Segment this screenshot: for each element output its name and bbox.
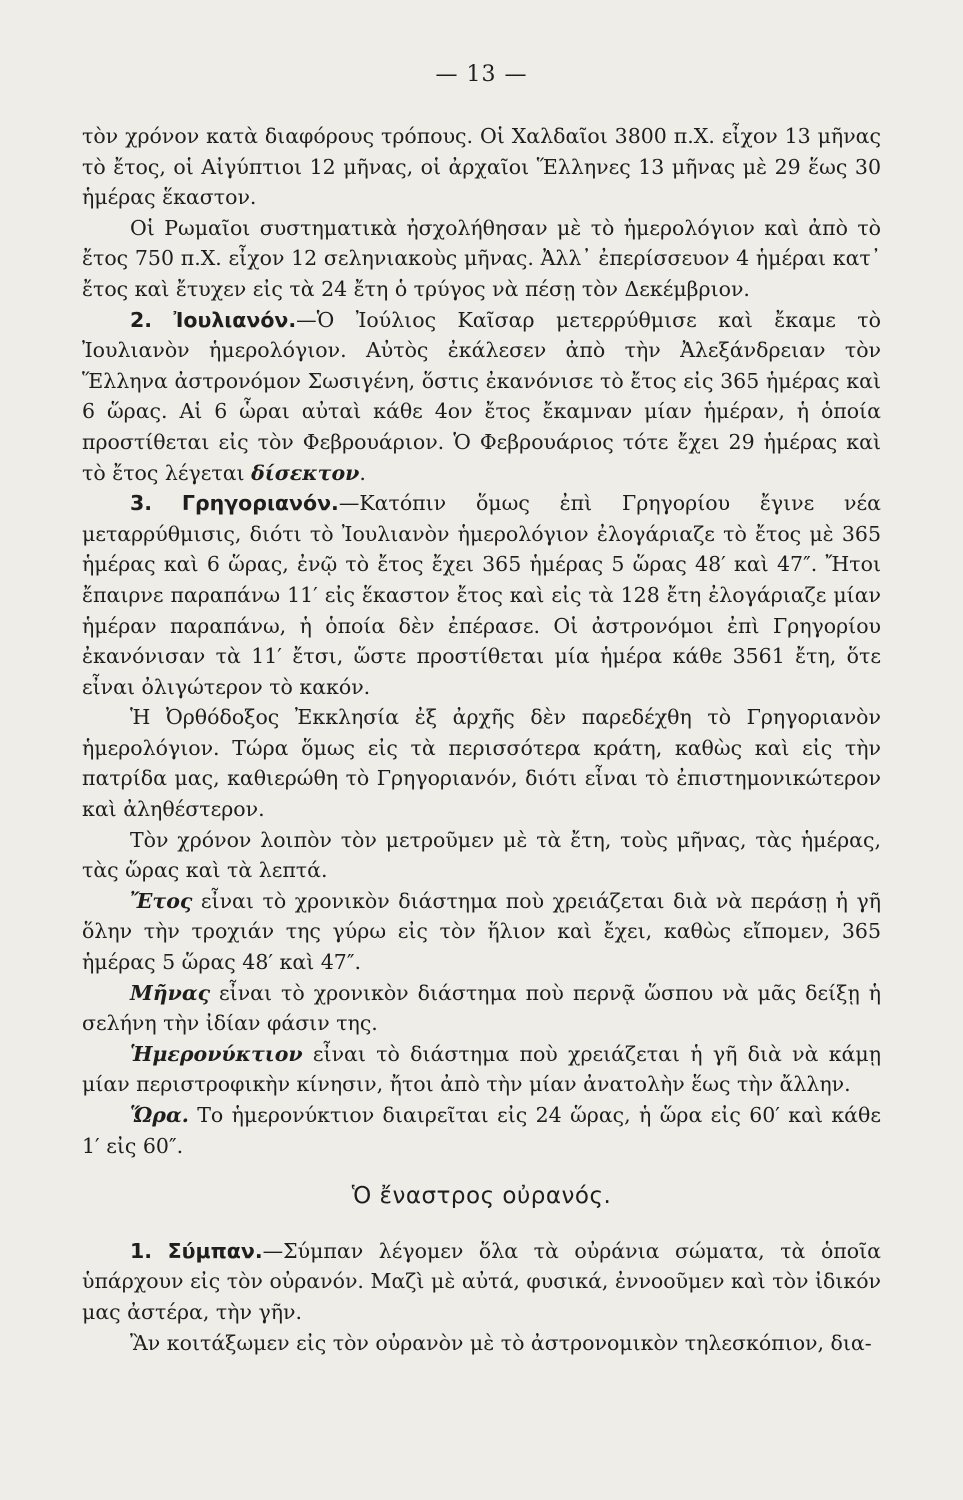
- gregorian-text: —Κατόπιν ὅμως ἐπὶ Γρηγορίου ἔγινε νέα μεταρρύθμισις, διότι τὸ Ἰουλιανὸν ἡμερολόγιον ἐλογάριαζε τὸ ἔτος μὲ 365 ἡμέρας καὶ 6 ὥρας, ἐνῷ τὸ ἔτος ἔχει 365 ἡμέρας 5 ὥρας 48′ καὶ 47″. Ἤτοι ἔπαιρνε παραπάνω 11′ εἰς ἕκαστον ἔτος καὶ εἰς τὰ 128 ἔτη ἐλογάριαζε μίαν ἡμέραν παραπάνω, ἡ ὁποία δὲν ἐπέρασε. Οἱ ἀστρονόμοι ἐπὶ Γρηγορίου ἐκανόνισαν τὰ 11′ ἔτσι, ὥστε προστίθεται μία ἡμέρα κάθε 3561 ἔτη, ὅτε εἶναι ὀλιγώτερον τὸ κακόν.: [82, 491, 881, 699]
- hour-text: Το ἡμερονύκτιον διαιρεῖται εἰς 24 ὥρας, ἡ ὥρα εἰς 60′ καὶ κάθε 1′ εἰς 60″.: [82, 1103, 881, 1158]
- paragraph-time-units: Τὸν χρόνον λοιπὸν τὸν μετροῦμεν μὲ τὰ ἔτη, τοὺς μῆνας, τὰς ἡμέρας, τὰς ὥρας καὶ τὰ λεπτά.: [82, 827, 881, 883]
- section-number: 3.: [130, 491, 153, 516]
- section-title-gregorian: Γρηγοριανόν.: [181, 491, 339, 516]
- paragraph-telescope: Ἂν κοιτάξωμεν εἰς τὸν οὐρανὸν μὲ τὸ ἀστρονομικὸν τηλεσκόπιον, δια-: [130, 1330, 872, 1355]
- paragraph-hour: [82, 1100, 881, 1161]
- julian-text: —Ὁ Ἰούλιος Καῖσαρ μετερρύθμισε καὶ ἔκαμε τὸ Ἰουλιανὸν ἡμερολόγιον. Αὐτὸς ἐκάλεσεν ἀπὸ τὴν Ἀλεξάνδρειαν τὸν Ἕλληνα ἀστρονόμον Σωσιγένη, ὅστις ἐκανόνισε τὸ ἔτος εἰς 365 ἡμέρας καὶ 6 ὥρας. Αἱ 6 ὧραι αὐταὶ κάθε 4ον ἔτος ἔκαμναν μίαν ἡμέραν, ἡ ὁποία προστίθεται εἰς τὸν Φεβρουάριον. Ὁ Φεβρουάριος τότε ἔχει 29 ἡμέρας καὶ τὸ ἔτος λέγεται: [82, 307, 881, 485]
- month-text: εἶναι τὸ χρονικὸν διάστημα ποὺ περνᾷ ὥσπου νὰ μᾶς δείξῃ ἡ σελήνη τὴν ἰδίαν φάσιν της.: [82, 980, 881, 1036]
- paragraph-gregorian: [82, 488, 881, 702]
- paragraph-chronology: τὸν χρόνον κατὰ διαφόρους τρόπους. Οἱ Χαλδαῖοι 3800 π.Χ. εἶχον 13 μῆνας τὸ ἔτος, οἱ Αἰγύπτιοι 12 μῆνας, οἱ ἀρχαῖοι Ἕλληνες 13 μῆνας μὲ 29 ἕως 30 ἡμέρας ἕκαστον.: [82, 124, 881, 210]
- paragraph-orthodox: Ἡ Ὀρθόδοξος Ἐκκλησία ἐξ ἀρχῆς δὲν παρεδέχθη τὸ Γρηγοριανὸν ἡμερολόγιον. Τώρα ὅμως εἰς τὰ περισσότερα κράτη, καθὼς καὶ εἰς τὴν πατρίδα μας, καθιερώθη τὸ Γρηγοριανόν, διότι εἶναι τὸ ἐπιστημονικώτερον καὶ ἀληθέστερον.: [82, 705, 881, 822]
- paragraph-day: [82, 1039, 881, 1100]
- paragraph-month: [82, 978, 881, 1039]
- paragraph-year: [82, 886, 881, 978]
- section-title-julian: Ἰουλιανόν.: [173, 307, 297, 332]
- term-month: Μῆνας: [130, 980, 211, 1005]
- paragraph-julian: [82, 305, 881, 489]
- section-number: 1.: [130, 1238, 153, 1263]
- term-disekton: δίσεκτον: [251, 460, 360, 485]
- term-hour: Ὥρα.: [130, 1103, 189, 1127]
- julian-end: .: [359, 460, 366, 485]
- body-text: [82, 121, 881, 1358]
- paragraph-romans: Οἱ Ρωμαῖοι συστηματικὰ ἠσχολήθησαν μὲ τὸ ἡμερολόγιον καὶ ἀπὸ τὸ ἔτος 750 π.Χ. εἶχον 12 σεληνιακοὺς μῆνας. Ἀλλ᾽ ἐπερίσσευον 4 ἡμέραι κατ᾽ ἔτος καὶ ἔτυχεν εἰς τὰ 24 ἔτη ὁ τρύγος νὰ πέσῃ τὸν Δεκέμβριον.: [82, 215, 881, 301]
- paragraph-universe: [82, 1236, 881, 1328]
- year-text: εἶναι τὸ χρονικὸν διάστημα ποὺ χρειάζεται διὰ νὰ περάσῃ ἡ γῆ ὅλην τὴν τροχιάν της γύρω εἰς τὸν ἥλιον καὶ ἔχει, καθὼς εἴπομεν, 365 ἡμέρας 5 ὥρας 48′ καὶ 47″.: [82, 888, 881, 975]
- section-title-universe: Σύμπαν.: [167, 1238, 263, 1263]
- section-heading: Ὁ ἔναστρος οὐρανός.: [351, 1183, 612, 1210]
- section-number: 2.: [130, 307, 153, 332]
- universe-text: —Σύμπαν λέγομεν ὅλα τὰ οὐράνια σώματα, τὰ ὁποῖα ὑπάρχουν εἰς τὸν οὐρανόν. Μαζὶ μὲ αὐτά, φυσικά, ἐννοοῦμεν καὶ τὸν ἰδικόν μας ἀστέρα, τὴν γῆν.: [82, 1238, 881, 1324]
- day-text: εἶναι τὸ διάστημα ποὺ χρειάζεται ἡ γῆ διὰ νὰ κάμῃ μίαν περιστροφικὴν κίνησιν, ἤτοι ἀπὸ τὴν μίαν ἀνατολὴν ἕως τὴν ἄλλην.: [82, 1041, 881, 1097]
- term-day: Ἡμερονύκτιον: [130, 1041, 303, 1066]
- page-number: — 13 —: [435, 62, 528, 87]
- term-year: Ἔτος: [130, 888, 193, 913]
